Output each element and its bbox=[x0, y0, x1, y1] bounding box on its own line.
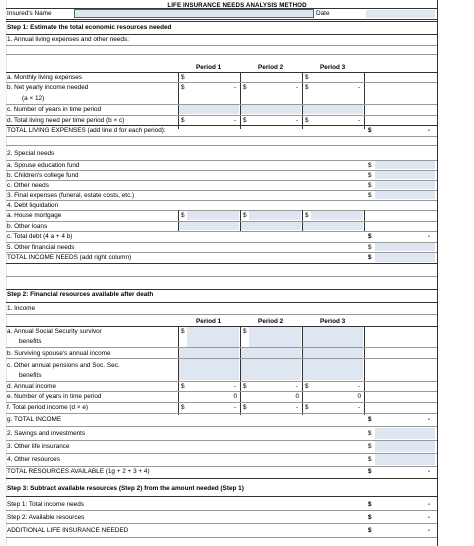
dollar-sign: $ bbox=[243, 383, 247, 390]
period-1-header: Period 1 bbox=[196, 64, 222, 71]
divider bbox=[6, 72, 437, 73]
line-1b-label: b. Net yearly income needed bbox=[7, 84, 89, 91]
insured-name-input[interactable] bbox=[74, 9, 314, 18]
line-1a-label: a. Monthly living expenses bbox=[7, 74, 82, 81]
divider bbox=[6, 160, 437, 161]
divider bbox=[6, 537, 437, 538]
dollar-sign: $ bbox=[181, 74, 185, 81]
line-s2-1c-p3-input[interactable] bbox=[303, 359, 363, 380]
step2-heading: Step 2: Financial resources available after death bbox=[7, 291, 154, 298]
line-s2-1b-p3-input[interactable] bbox=[303, 348, 363, 358]
divider bbox=[6, 82, 437, 83]
divider bbox=[6, 496, 437, 497]
dollar-sign: $ bbox=[368, 192, 372, 199]
line-s2-1b-p1-input[interactable] bbox=[179, 348, 239, 358]
step1-heading: Step 1: Estimate the total economic resources needed bbox=[7, 24, 172, 31]
divider bbox=[6, 145, 437, 146]
divider bbox=[6, 21, 437, 22]
line-4b-p1-input[interactable] bbox=[179, 222, 239, 230]
line-1b-p2-value: - bbox=[295, 84, 298, 91]
divider bbox=[6, 180, 437, 181]
divider bbox=[6, 426, 437, 427]
line-2b-label: b. Children's college fund bbox=[7, 172, 79, 179]
other-resources-input[interactable] bbox=[375, 454, 435, 465]
divider bbox=[6, 381, 437, 382]
line-2c-label: c. Other needs bbox=[7, 182, 49, 189]
total-resources-label: TOTAL RESOURCES AVAILABLE (1g + 2 + 3 + 4) bbox=[7, 468, 150, 475]
line-s2-1c-label-cont: benefits bbox=[19, 372, 42, 379]
divider bbox=[6, 289, 437, 290]
divider bbox=[6, 252, 437, 253]
other-life-insurance-label: 3. Other life insurance bbox=[7, 443, 70, 450]
col-border bbox=[302, 72, 303, 129]
dollar-sign: $ bbox=[305, 212, 309, 219]
total-income-label: g. TOTAL INCOME bbox=[7, 416, 62, 423]
line-s2-1c-label: c. Other annual pensions and Soc. Sec. bbox=[7, 362, 120, 369]
line-1c-p2-input[interactable] bbox=[241, 105, 301, 114]
line-s2-1e-p1-value: 0 bbox=[233, 393, 237, 400]
line-4a-p2-input[interactable] bbox=[249, 211, 301, 220]
line-1c-p1-input[interactable] bbox=[179, 105, 239, 114]
step3-line2-label: Step 2: Available resources bbox=[7, 514, 85, 521]
line-s2-1f-label: f. Total period income (d × e) bbox=[7, 404, 89, 411]
sheet-right-border bbox=[437, 0, 438, 546]
worksheet-title: LIFE INSURANCE NEEDS ANALYSIS METHOD bbox=[167, 2, 307, 9]
line-s2-1e-p3-value: 0 bbox=[357, 393, 361, 400]
period-2-header: Period 2 bbox=[258, 64, 284, 71]
divider bbox=[6, 391, 437, 392]
total-income-needs-value bbox=[375, 253, 435, 262]
col-border bbox=[178, 72, 179, 129]
dollar-sign: $ bbox=[181, 212, 185, 219]
dollar-sign: $ bbox=[368, 254, 372, 261]
line-4b-label: b. Other loans bbox=[7, 223, 48, 230]
final-expenses-label: 3. Final expenses (funeral, estate costs, etc.) bbox=[7, 192, 135, 199]
divider bbox=[6, 413, 437, 414]
total-resources-value: - bbox=[427, 468, 430, 475]
line-1d-p3-value: - bbox=[357, 117, 360, 124]
dollar-sign: $ bbox=[305, 117, 309, 124]
line-s2-1c-p2-input[interactable] bbox=[241, 359, 301, 380]
dollar-sign: $ bbox=[368, 127, 372, 134]
divider bbox=[6, 136, 437, 137]
divider bbox=[6, 200, 437, 201]
divider bbox=[6, 242, 437, 243]
dollar-sign: $ bbox=[368, 468, 372, 475]
line-2a-input[interactable] bbox=[375, 161, 435, 169]
other-life-insurance-input[interactable] bbox=[375, 441, 435, 452]
col-border bbox=[364, 72, 365, 129]
s2-period-2-header: Period 2 bbox=[258, 318, 284, 325]
total-debt-value: - bbox=[427, 233, 430, 240]
dollar-sign: $ bbox=[243, 404, 247, 411]
divider bbox=[6, 190, 437, 191]
date-label: Date bbox=[316, 10, 330, 17]
line-s2-1d-p1-value: - bbox=[233, 383, 236, 390]
line-s2-1d-label: d. Annual income bbox=[7, 383, 57, 390]
dollar-sign: $ bbox=[368, 527, 372, 534]
additional-insurance-label: ADDITIONAL LIFE INSURANCE NEEDED bbox=[7, 527, 129, 534]
step3-heading: Step 3: Subtract available resources (Step 2) from the amount needed (Step 1) bbox=[7, 485, 244, 492]
dollar-sign: $ bbox=[368, 514, 372, 521]
dollar-sign: $ bbox=[368, 416, 372, 423]
col-border bbox=[240, 72, 241, 129]
line-2b-input[interactable] bbox=[375, 171, 435, 179]
divider bbox=[6, 453, 437, 454]
line-4a-p3-input[interactable] bbox=[311, 211, 363, 220]
line-1b-p3-value: - bbox=[357, 84, 360, 91]
dollar-sign: $ bbox=[368, 182, 372, 189]
dollar-sign: $ bbox=[243, 328, 247, 335]
line-s2-1a-p3-input[interactable] bbox=[303, 327, 363, 347]
debt-liquidation-heading: 4. Debt liquidation bbox=[7, 202, 59, 209]
savings-input[interactable] bbox=[375, 428, 435, 439]
divider bbox=[6, 523, 437, 524]
line-s2-1a-label: a. Annual Social Security survivor bbox=[7, 328, 102, 335]
line-2c-input[interactable] bbox=[375, 181, 435, 189]
income-heading: 1. Income bbox=[7, 305, 36, 312]
divider bbox=[6, 302, 437, 303]
divider bbox=[6, 34, 437, 35]
divider bbox=[6, 125, 437, 126]
other-financial-needs-label: 5. Other financial needs bbox=[7, 244, 75, 251]
divider bbox=[6, 19, 437, 20]
annual-expenses-heading: 1. Annual living expenses and other needs: bbox=[7, 36, 129, 43]
savings-label: 2. Savings and investments bbox=[7, 430, 86, 437]
dollar-sign: $ bbox=[368, 443, 372, 450]
line-1c-label: c. Number of years in time period bbox=[7, 106, 102, 113]
dollar-sign: $ bbox=[368, 172, 372, 179]
divider bbox=[6, 276, 437, 277]
s2-period-3-header: Period 3 bbox=[320, 318, 346, 325]
line-1d-p2-value: - bbox=[295, 117, 298, 124]
dollar-sign: $ bbox=[243, 84, 247, 91]
line-4a-p1-input[interactable] bbox=[187, 211, 239, 220]
total-living-expenses-value: - bbox=[427, 127, 430, 134]
dollar-sign: $ bbox=[368, 456, 372, 463]
divider bbox=[6, 170, 437, 171]
final-expenses-input[interactable] bbox=[375, 191, 435, 199]
other-financial-needs-input[interactable] bbox=[375, 243, 435, 251]
total-income-needs-label: TOTAL INCOME NEEDS (add right column) bbox=[7, 254, 132, 261]
line-s2-1b-label: b. Surviving spouse's annual income bbox=[7, 350, 111, 357]
dollar-sign: $ bbox=[368, 233, 372, 240]
divider bbox=[6, 478, 437, 479]
line-s2-1b-p2-input[interactable] bbox=[241, 348, 301, 358]
line-s2-1a-p1-input[interactable] bbox=[187, 327, 239, 347]
total-income-value: - bbox=[427, 416, 430, 423]
divider bbox=[6, 314, 437, 315]
other-resources-label: 4. Other resources bbox=[7, 456, 60, 463]
line-s2-1a-label-cont: benefits bbox=[19, 338, 42, 345]
period-3-header: Period 3 bbox=[320, 64, 346, 71]
line-4c-label: c. Total debt (4 a + 4 b) bbox=[7, 233, 73, 240]
divider bbox=[6, 402, 437, 403]
special-needs-heading: 2. Special needs bbox=[7, 150, 55, 157]
insured-name-label: Insured's Name bbox=[7, 10, 52, 17]
divider bbox=[6, 263, 437, 264]
line-s2-1f-p3-value: - bbox=[357, 404, 360, 411]
line-4b-p3-input[interactable] bbox=[303, 222, 363, 230]
dollar-sign: $ bbox=[181, 404, 185, 411]
dollar-sign: $ bbox=[243, 212, 247, 219]
line-s2-1e-label: e. Number of years in time period bbox=[7, 393, 102, 400]
dollar-sign: $ bbox=[305, 404, 309, 411]
line-1d-p1-value: - bbox=[233, 117, 236, 124]
divider bbox=[6, 231, 437, 232]
dollar-sign: $ bbox=[305, 74, 309, 81]
line-1d-label: d. Total living need per time period (b × c) bbox=[7, 117, 125, 124]
dollar-sign: $ bbox=[368, 244, 372, 251]
divider bbox=[6, 45, 437, 46]
step3-line2-value: - bbox=[427, 514, 430, 521]
dollar-sign: $ bbox=[243, 117, 247, 124]
divider bbox=[6, 510, 437, 511]
line-1b-formula: (a × 12) bbox=[22, 95, 45, 102]
line-s2-1a-p2-input[interactable] bbox=[249, 327, 301, 347]
line-s2-1d-p3-value: - bbox=[357, 383, 360, 390]
dollar-sign: $ bbox=[181, 84, 185, 91]
line-s2-1e-p2-value: 0 bbox=[295, 393, 299, 400]
dollar-sign: $ bbox=[305, 383, 309, 390]
dollar-sign: $ bbox=[368, 162, 372, 169]
total-living-expenses-label: TOTAL LIVING EXPENSES (add line d for each period): bbox=[7, 127, 166, 134]
dollar-sign: $ bbox=[181, 117, 185, 124]
additional-insurance-value: - bbox=[427, 527, 430, 534]
dollar-sign: $ bbox=[368, 501, 372, 508]
dollar-sign: $ bbox=[305, 84, 309, 91]
divider bbox=[6, 440, 437, 441]
line-s2-1f-p2-value: - bbox=[295, 404, 298, 411]
divider bbox=[6, 54, 437, 55]
line-1b-p1-value: - bbox=[233, 84, 236, 91]
dollar-sign: $ bbox=[181, 328, 185, 335]
step3-line1-value: - bbox=[427, 501, 430, 508]
line-2a-label: a. Spouse education fund bbox=[7, 162, 80, 169]
line-4b-p2-input[interactable] bbox=[241, 222, 301, 230]
divider bbox=[6, 115, 437, 116]
line-s2-1c-p1-input[interactable] bbox=[179, 359, 239, 380]
dollar-sign: $ bbox=[181, 383, 185, 390]
dollar-sign: $ bbox=[368, 430, 372, 437]
divider bbox=[6, 466, 437, 467]
date-input[interactable] bbox=[366, 10, 435, 18]
line-4a-label: a. House mortgage bbox=[7, 212, 62, 219]
line-s2-1d-p2-value: - bbox=[295, 383, 298, 390]
line-1c-p3-input[interactable] bbox=[303, 105, 363, 114]
s2-period-1-header: Period 1 bbox=[196, 318, 222, 325]
line-s2-1f-p1-value: - bbox=[233, 404, 236, 411]
step3-line1-label: Step 1: Total income needs bbox=[7, 501, 84, 508]
